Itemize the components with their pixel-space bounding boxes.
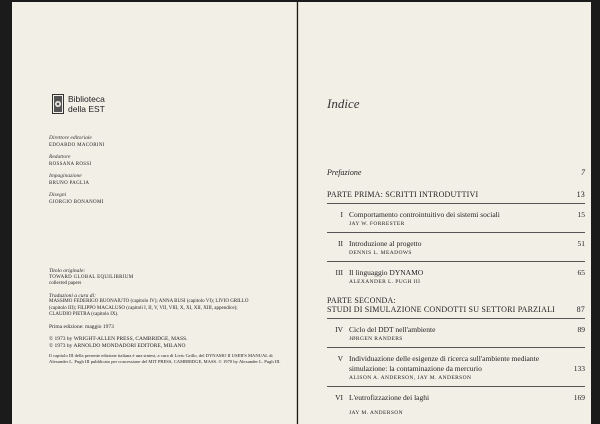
logo-line1: Biblioteca bbox=[68, 94, 105, 104]
toc-heading: Indice bbox=[327, 96, 360, 111]
chapter-number: I bbox=[340, 210, 343, 219]
chapter-title: L'eutrofizzazione dei laghi bbox=[349, 393, 430, 402]
chapter-author: ALEXANDER L. PUGH III bbox=[349, 279, 421, 285]
original-title: TOWARD GLOBAL EQUILIBRIUM bbox=[49, 274, 134, 280]
chapter-number: IV bbox=[335, 325, 343, 334]
divider bbox=[327, 203, 585, 204]
part-subtitle: STUDI DI SIMULAZIONE CONDOTTI SU SETTORI PARZIALI bbox=[327, 305, 556, 314]
part-title: PARTE PRIMA: SCRITTI INTRODUTTIVI bbox=[327, 190, 479, 199]
credit-name: GIORGIO BONANOMI bbox=[49, 200, 104, 205]
est-logo-icon bbox=[52, 94, 64, 114]
page-number: 13 bbox=[576, 190, 585, 199]
chapter-title: Ciclo del DDT nell'ambiente bbox=[349, 325, 436, 334]
chapter-author: JAY M. ANDERSON bbox=[349, 410, 404, 416]
credit-role: Direttore editoriale bbox=[49, 135, 92, 141]
imprint bbox=[49, 268, 291, 365]
page-number: 169 bbox=[573, 393, 585, 402]
chapter-author: JØRGEN RANDERS bbox=[349, 336, 403, 342]
chapter-author: ALISON A. ANDERSON, JAY M. ANDERSON bbox=[349, 375, 472, 381]
chapter-title: Introduzione al progetto bbox=[349, 239, 422, 248]
toc-preface-title: Prefazione bbox=[327, 168, 362, 177]
translations-label: Traduzioni a cura di: bbox=[49, 292, 96, 299]
chapter-title: Il linguaggio DYNAMO bbox=[349, 268, 424, 277]
chapter-number: III bbox=[335, 268, 343, 277]
credit-name: ROSSANA ROSSI bbox=[49, 162, 92, 167]
copyright-line: © 1973 by ARNOLDO MONDADORI EDITORE, MILANO bbox=[49, 342, 186, 349]
chapter-number: VI bbox=[335, 393, 343, 402]
page-number: 51 bbox=[577, 239, 585, 248]
toc-chapter bbox=[327, 325, 585, 343]
chapter-number: II bbox=[338, 239, 343, 248]
toc-chapter bbox=[327, 268, 585, 286]
page-number: 133 bbox=[573, 364, 585, 373]
toc-part1 bbox=[327, 190, 585, 199]
right-page bbox=[298, 2, 591, 424]
divider bbox=[327, 386, 585, 387]
chapter-number: V bbox=[337, 354, 343, 363]
table-of-contents bbox=[327, 168, 585, 417]
copyright-line: © 1973 by WRIGHT-ALLEN PRESS, CAMBRIDGE, MASS. bbox=[49, 335, 188, 342]
divider bbox=[327, 318, 585, 319]
chapter-author: JAY W. FORRESTER bbox=[349, 221, 405, 227]
translations-line: MASSIMO FEDERIGO BUONAIUTO (capitolo IV); ANNA BUSI (capitolo VI); LIVIO GRILLO bbox=[49, 299, 249, 304]
logo-line2: della EST bbox=[68, 104, 105, 114]
credit-drawings bbox=[49, 192, 279, 206]
original-subtitle: collected papers bbox=[49, 281, 82, 286]
edition-date: Prima edizione: maggio 1973 bbox=[49, 323, 114, 330]
credit-role: Impaginazione bbox=[49, 173, 82, 179]
translations-line: CLAUDIO PIETRA (capitolo IX). bbox=[49, 312, 119, 317]
credit-name: EDOARDO MACORINI bbox=[49, 143, 105, 148]
page-number: 87 bbox=[576, 305, 585, 314]
toc-chapter bbox=[327, 239, 585, 257]
fine-print: Il capitolo III della presente edizione italiana è una sintesi, a cura di Livio Grillo, del DYNAMO II USER'S MANUAL di Alexander L. Pugh III pubblicato per concessione del MIT PRESS, CAMBRIDGE, MASS. © 1970 by Alexander L. Pugh III. bbox=[49, 352, 281, 364]
left-page bbox=[12, 2, 297, 424]
divider bbox=[327, 347, 585, 348]
page-number: 89 bbox=[577, 325, 585, 334]
toc-chapter bbox=[327, 393, 585, 417]
toc-preface bbox=[327, 168, 585, 190]
chapter-author: DENNIS L. MEADOWS bbox=[349, 250, 412, 256]
toc-part2 bbox=[327, 296, 585, 314]
toc-chapter bbox=[327, 210, 585, 228]
part-title: PARTE SECONDA: bbox=[327, 296, 396, 305]
logo-text bbox=[68, 94, 105, 114]
credit-role: Redattore bbox=[49, 154, 71, 160]
credit-name: BRUNO PAGLIA bbox=[49, 181, 90, 186]
credits bbox=[49, 135, 279, 211]
page-number: 7 bbox=[581, 168, 585, 177]
divider bbox=[327, 232, 585, 233]
page-number: 15 bbox=[577, 210, 585, 219]
divider bbox=[327, 261, 585, 262]
chapter-title: Comportamento controintuitivo dei sistemi sociali bbox=[349, 210, 500, 219]
toc-chapter bbox=[327, 354, 585, 382]
page-number: 65 bbox=[577, 268, 585, 277]
translations-line: (capitolo III); FILIPPO MACALUSO (capitoli I, II, V, VII, VIII, X, XI, XII, XIII, appendice); bbox=[49, 305, 238, 311]
credit-role: Disegni bbox=[49, 192, 67, 198]
credit-director bbox=[49, 135, 279, 149]
original-title-label: Titolo originale: bbox=[49, 268, 86, 274]
credit-layout bbox=[49, 173, 279, 187]
chapter-title: Individuazione delle esigenze di ricerca sull'ambiente mediante simulazione: la contaminazione da mercurio bbox=[349, 354, 540, 373]
credit-editor bbox=[49, 154, 279, 168]
publisher-logo bbox=[52, 94, 105, 114]
